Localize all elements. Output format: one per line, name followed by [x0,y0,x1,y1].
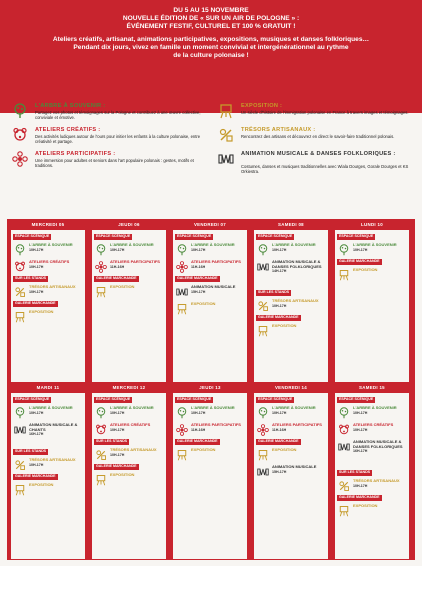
day-column [172,382,248,560]
event-title: EXPOSITION [29,482,54,487]
event-hours: 11H-16H [191,427,206,432]
venue-tag: GALERIE MARCHANDE [258,315,299,319]
venue-tag: SUR LES STANDS [96,439,128,443]
tree-icon [14,243,26,255]
event-title: EXPOSITION [191,301,216,306]
venue-tag: SUR LES STANDS [15,276,47,280]
event-title: L'ARBRE À SOUVENIR 10H-17H [29,243,83,252]
craft-icon [257,299,269,311]
craft-icon [95,448,107,460]
event-title: TRÉSORS ARTISANAUX 10H-17H [272,299,326,308]
venue-tag: GALERIE MARCHANDE [96,276,137,280]
craft-icon [14,285,26,297]
venue-tag: GALERIE MARCHANDE [177,276,218,280]
schedule-event [176,301,244,317]
event-title: TRÉSORS ARTISANAUX 10H-17H [353,479,407,488]
event-title: L'ARBRE À SOUVENIR 10H-17H [272,406,326,415]
event-title: L'ARBRE À SOUVENIR 10H-17H [110,406,164,415]
easel-icon [14,483,26,495]
venue-tag: ESPACE SCÉNIQUE [15,397,50,401]
day-column [253,382,329,560]
header-banner [0,0,422,113]
flower-icon [176,260,188,272]
schedule-event [338,439,406,469]
event-hours: 16H-17H [353,449,368,454]
event-title: ANIMATION MUSICALE & DANSES FOLKLORIQUES 16H-17H [353,440,407,454]
tree-icon [14,406,26,418]
venue-tag: ESPACE SCÉNIQUE [258,397,293,401]
teddy-bear-icon [12,127,28,143]
venue-tag: GALERIE MARCHANDE [339,259,380,263]
event-title: L'ARBRE À SOUVENIR 10H-17H [110,243,164,252]
event-hours: 10H-17H [29,410,44,415]
event-title: L'ARBRE À SOUVENIR 10H-17H [353,406,407,415]
event-hours: 10H-17H [353,410,368,415]
tree-icon [338,243,350,255]
event-title: ANIMATION MUSICALE & DANSES FOLKLORIQUES 14H-17H [272,260,326,274]
activity-text: Partagez vos photos et témoignages sur la Pologne et contribuez à une œuvre collective, conviviale et émotive. [35,110,201,121]
banner-tagline: ÉVÉNEMENT FESTIF, CULTUREL ET 100 % GRATUIT ! [126,23,296,31]
venue-tag: SUR LES STANDS [339,470,371,474]
schedule-event [14,405,82,421]
day-column [91,382,167,560]
event-title: EXPOSITION [110,284,135,289]
venue-tag: ESPACE SCÉNIQUE [96,234,131,238]
event-hours: 11H-16H [272,427,287,432]
flower-icon [12,151,28,167]
venue-tag: ESPACE SCÉNIQUE [177,234,212,238]
event-hours: 10H-17H [110,410,125,415]
flower-icon [95,260,107,272]
schedule-event [176,242,244,258]
event-hours: 10H-17H [353,247,368,252]
event-hours: 11H-16H [110,264,125,269]
schedule-event [338,242,406,258]
tree-icon [257,243,269,255]
flower-icon [176,423,188,435]
event-title: TRÉSORS ARTISANAUX 10H-17H [29,458,83,467]
schedule-event [257,298,325,314]
event-title: ATELIERS PARTICIPATIFS 11H-16H [191,423,245,432]
tree-icon [338,406,350,418]
event-hours: 14H-17H [272,269,287,274]
activity-text: Un siècle d'histoire de l'immigration polonaise en France à travers images et témoignages. [241,110,409,115]
event-hours: 10H-17H [29,247,44,252]
schedule-event [95,259,163,275]
event-title: L'ARBRE À SOUVENIR 10H-17H [191,243,245,252]
venue-tag: SUR LES STANDS [15,449,47,453]
event-title: EXPOSITION [191,447,216,452]
banner-invitation: Pendant dix jours, vivez en famille un moment convivial et intergénérationnel au rythme [73,43,349,51]
event-title: EXPOSITION [353,267,378,272]
schedule-event [14,422,82,448]
event-title: EXPOSITION [29,309,54,314]
schedule-event [176,422,244,438]
accordion-icon [257,260,269,272]
event-hours: 10H-17H [110,452,125,457]
schedule-event [257,405,325,421]
event-hours: 10H-17H [272,303,287,308]
event-hours: 16H-17H [29,432,44,437]
accordion-icon [14,423,26,435]
venue-tag: ESPACE SCÉNIQUE [15,234,50,238]
tree-icon [12,103,28,119]
tree-icon [95,406,107,418]
easel-icon [257,448,269,460]
event-title: EXPOSITION [110,472,135,477]
teddy-bear-icon [338,423,350,435]
craft-icon [14,458,26,470]
venue-tag: GALERIE MARCHANDE [15,301,56,305]
event-title: TRÉSORS ARTISANAUX 10H-17H [110,448,164,457]
event-hours: 11H-16H [191,264,206,269]
schedule-event [14,457,82,473]
schedule-event [14,284,82,300]
schedule-event [338,267,406,283]
schedule-event [176,259,244,275]
event-hours: 10H-17H [353,483,368,488]
event-hours: 10H-17H [29,289,44,294]
schedule-event [95,472,163,488]
event-hours: 15H-17H [272,469,287,474]
banner-dates: DU 5 AU 15 NOVEMBRE [173,7,249,14]
schedule-event [338,478,406,494]
day-header: VENDREDI 07 [173,220,247,230]
activity-text: Des activités ludiques autour de l'ours pour initier les enfants à la culture polonaise, entre créativité et partage. [35,134,201,145]
event-title: L'ARBRE À SOUVENIR 10H-17H [29,406,83,415]
event-title: ATELIERS CRÉATIFS 10H-17H [29,260,83,269]
event-hours: 10H-17H [272,410,287,415]
venue-tag: ESPACE SCÉNIQUE [258,234,293,238]
event-title: EXPOSITION [272,323,297,328]
easel-icon [218,103,234,119]
event-title: ANIMATION MUSICALE & CHANTS 16H-17H [29,423,83,437]
activity-text: Une immersion pour adultes et seniors dans l'art populaire polonais : gestes, motifs et traditions. [35,158,194,169]
event-title: ATELIERS PARTICIPATIFS 11H-16H [191,260,245,269]
craft-icon [218,127,234,143]
event-hours: 10H-17H [110,427,125,432]
schedule-event [14,259,82,275]
venue-tag: GALERIE MARCHANDE [258,439,299,443]
tree-icon [95,243,107,255]
event-hours: 10H-17H [110,247,125,252]
day-header: LUNDI 10 [335,220,409,230]
schedule-event [338,405,406,421]
tree-icon [176,406,188,418]
day-header: JEUDI 06 [92,220,166,230]
easel-icon [95,473,107,485]
schedule-event [95,242,163,258]
schedule-event [257,447,325,463]
accordion-icon [338,440,350,452]
venue-tag: GALERIE MARCHANDE [177,439,218,443]
accordion-icon [257,465,269,477]
event-title: EXPOSITION [353,503,378,508]
banner-activities: Ateliers créatifs, artisanat, animations participatives, expositions, musiques et danses folkloriques… [52,35,370,43]
event-title: L'ARBRE À SOUVENIR 10H-17H [353,243,407,252]
activity-text: Rencontrez des artisans et découvrez en direct le savoir-faire traditionnel polonais. [241,134,395,139]
event-title: ANIMATION MUSICALE 15H-17H [272,465,326,474]
day-column [10,382,86,560]
schedule-event [338,422,406,438]
venue-tag: GALERIE MARCHANDE [96,464,137,468]
teddy-bear-icon [95,423,107,435]
schedule-event [176,284,244,300]
schedule-event [14,482,82,498]
day-column [334,382,410,560]
event-title: ATELIERS PARTICIPATIFS 11H-16H [110,260,164,269]
schedule-event [95,405,163,421]
easel-icon [95,285,107,297]
flower-icon [257,423,269,435]
venue-tag: GALERIE MARCHANDE [15,474,56,478]
accordion-icon [218,151,234,167]
event-hours: 10H-17H [191,410,206,415]
event-title: ANIMATION MUSICALE 15H-17H [191,285,245,294]
schedule-event [257,242,325,258]
schedule-event [14,242,82,258]
day-header: MARDI 11 [11,383,85,393]
event-hours: 10H-17H [191,247,206,252]
tree-icon [257,406,269,418]
footer-blank [0,566,422,600]
day-header: VENDREDI 14 [254,383,328,393]
easel-icon [257,324,269,336]
day-header: SAMEDI 15 [335,383,409,393]
event-title: TRÉSORS ARTISANAUX 10H-17H [29,285,83,294]
schedule-event [257,259,325,289]
event-title: EXPOSITION [272,447,297,452]
event-title: ATELIERS CRÉATIFS 10H-17H [110,423,164,432]
schedule-event [95,447,163,463]
day-header: JEUDI 13 [173,383,247,393]
schedule-week-2 [7,382,415,560]
activity-text: Costumes, danses et musiques traditionnelles avec Wiala Dourges, Gorale Dourges et KS Orkiestra. [241,164,409,175]
banner-invitation-end: de la culture polonaise ! [173,52,249,60]
schedule-event [257,422,325,438]
accordion-icon [176,285,188,297]
event-title: ATELIERS CRÉATIFS 10H-17H [353,423,407,432]
schedule-event [176,405,244,421]
event-title: L'ARBRE À SOUVENIR 10H-17H [191,406,245,415]
activity-title: TRÉSORS ARTISANAUX : [241,127,316,133]
venue-tag: SUR LES STANDS [258,290,290,294]
craft-icon [338,479,350,491]
event-title: ATELIERS PARTICIPATIFS 11H-16H [272,423,326,432]
schedule-event [257,464,325,480]
activity-title: EXPOSITION : [241,103,283,109]
day-header: SAMEDI 08 [254,220,328,230]
event-hours: 10H-17H [29,462,44,467]
venue-tag: ESPACE SCÉNIQUE [96,397,131,401]
easel-icon [14,310,26,322]
event-hours: 10H-17H [272,247,287,252]
venue-tag: GALERIE MARCHANDE [339,495,380,499]
schedule-event [257,323,325,339]
day-header: MERCREDI 05 [11,220,85,230]
schedule-event [14,309,82,325]
teddy-bear-icon [14,260,26,272]
easel-icon [338,504,350,516]
activity-title: ATELIERS PARTICIPATIFS : [35,151,116,157]
schedule-event [338,503,406,519]
event-hours: 10H-17H [29,264,44,269]
easel-icon [338,268,350,280]
activity-title: ATELIERS CRÉATIFS : [35,127,101,133]
easel-icon [176,302,188,314]
event-hours: 15H-17H [191,289,206,294]
venue-tag: ESPACE SCÉNIQUE [339,397,374,401]
schedule-event [95,284,163,300]
venue-tag: ESPACE SCÉNIQUE [177,397,212,401]
activity-title: L'ARBRE À SOUVENIR : [35,103,106,109]
venue-tag: ESPACE SCÉNIQUE [339,234,374,238]
schedule-event [95,422,163,438]
easel-icon [176,448,188,460]
banner-edition: NOUVELLE ÉDITION DE « SUR UN AIR DE POLOGNE » : [122,15,300,23]
tree-icon [176,243,188,255]
activity-title: ANIMATION MUSICALE & DANSES FOLKLORIQUES : [241,151,396,157]
schedule-event [176,447,244,463]
day-header: MERCREDI 12 [92,383,166,393]
event-title: L'ARBRE À SOUVENIR 10H-17H [272,243,326,252]
event-hours: 10H-17H [353,427,368,432]
